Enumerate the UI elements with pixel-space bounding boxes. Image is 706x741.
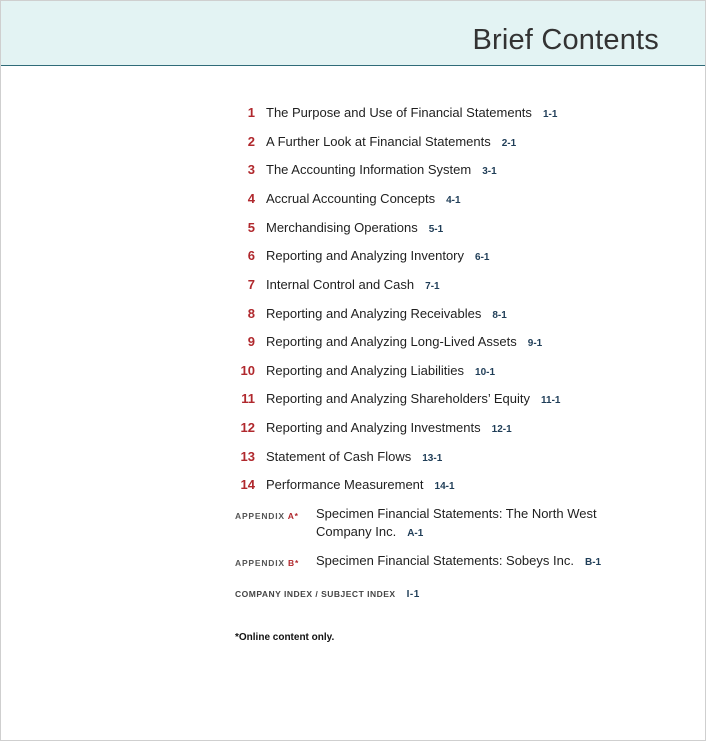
chapter-number: 8 bbox=[247, 306, 255, 321]
appendix-title bbox=[316, 552, 616, 572]
chapter-title: Reporting and Analyzing Investments bbox=[266, 420, 481, 435]
index-label: COMPANY INDEX / SUBJECT INDEX bbox=[235, 589, 396, 599]
chapter-page: 11-1 bbox=[541, 395, 561, 406]
toc-chapter-2[interactable] bbox=[231, 133, 516, 153]
appendix-label bbox=[235, 507, 299, 525]
chapter-number: 2 bbox=[247, 134, 255, 149]
chapter-page: 4-1 bbox=[446, 195, 461, 206]
appendix-title-line-2 bbox=[316, 523, 616, 543]
chapter-number: 14 bbox=[240, 477, 255, 492]
chapter-page: 5-1 bbox=[428, 224, 444, 235]
toc-chapter-10[interactable] bbox=[231, 362, 495, 382]
appendix-letter: A* bbox=[287, 511, 299, 521]
chapter-title: Statement of Cash Flows bbox=[266, 449, 412, 464]
chapter-title: Reporting and Analyzing Receivables bbox=[266, 306, 482, 321]
toc-chapter-5[interactable] bbox=[231, 219, 443, 239]
toc-chapter-7[interactable] bbox=[231, 276, 440, 296]
chapter-title: The Accounting Information System bbox=[266, 162, 472, 177]
appendix-title-line-2-text: Company Inc. bbox=[316, 524, 397, 539]
toc-chapter-12[interactable] bbox=[231, 419, 512, 439]
chapter-page: 3-1 bbox=[482, 166, 497, 177]
chapter-page: 14-1 bbox=[434, 481, 455, 492]
toc-chapter-4[interactable] bbox=[231, 190, 461, 210]
chapter-number: 5 bbox=[247, 220, 255, 235]
chapter-page: 2-1 bbox=[501, 138, 517, 149]
appendix-label bbox=[235, 554, 299, 572]
chapter-number: 1 bbox=[247, 105, 255, 120]
chapter-number: 4 bbox=[247, 191, 255, 206]
toc-chapter-14[interactable] bbox=[231, 476, 455, 496]
chapter-title: Merchandising Operations bbox=[266, 220, 418, 235]
appendix-word: APPENDIX bbox=[235, 558, 289, 568]
appendix-title-line-1: Specimen Financial Statements: Sobeys Inc. bbox=[316, 553, 574, 568]
appendix-title-line-1: Specimen Financial Statements: The North West bbox=[316, 506, 597, 521]
toc-chapter-6[interactable] bbox=[231, 247, 489, 267]
chapter-page: 1-1 bbox=[542, 109, 558, 120]
appendix-page: B-1 bbox=[584, 557, 602, 568]
chapter-number: 12 bbox=[240, 420, 255, 435]
chapter-page: 6-1 bbox=[475, 252, 490, 263]
toc-appendix-a[interactable] bbox=[235, 505, 635, 541]
chapter-title: Accrual Accounting Concepts bbox=[266, 191, 436, 206]
appendix-word: APPENDIX bbox=[235, 511, 288, 521]
index-page: I-1 bbox=[406, 589, 420, 600]
toc-chapter-13[interactable] bbox=[231, 448, 442, 468]
chapter-page: 12-1 bbox=[491, 424, 512, 435]
chapter-number: 6 bbox=[247, 248, 255, 263]
chapter-page: 9-1 bbox=[527, 338, 543, 349]
toc-chapter-1[interactable] bbox=[231, 104, 557, 124]
appendix-page: A-1 bbox=[407, 528, 424, 539]
chapter-title: Reporting and Analyzing Shareholders’ Equity bbox=[266, 391, 531, 406]
toc-chapter-3[interactable] bbox=[231, 161, 497, 181]
chapter-page: 8-1 bbox=[492, 310, 507, 321]
table-of-contents bbox=[1, 1, 705, 740]
chapter-number: 9 bbox=[247, 334, 255, 349]
footnote: *Online content only. bbox=[235, 632, 335, 643]
chapter-number: 7 bbox=[247, 277, 255, 292]
appendix-title bbox=[316, 505, 616, 543]
chapter-title: A Further Look at Financial Statements bbox=[266, 134, 491, 149]
appendix-letter: B* bbox=[288, 558, 300, 568]
chapter-number: 13 bbox=[240, 449, 255, 464]
chapter-title: Reporting and Analyzing Liabilities bbox=[266, 363, 465, 378]
chapter-page: 13-1 bbox=[422, 453, 443, 464]
toc-appendix-b[interactable] bbox=[235, 552, 635, 570]
chapter-page: 7-1 bbox=[425, 281, 440, 292]
chapter-title: Internal Control and Cash bbox=[266, 277, 415, 292]
page-title: Brief Contents bbox=[472, 24, 659, 56]
chapter-number: 11 bbox=[241, 391, 255, 406]
chapter-page: 10-1 bbox=[475, 367, 496, 378]
chapter-title: Performance Measurement bbox=[266, 477, 424, 492]
toc-chapter-9[interactable] bbox=[231, 333, 542, 353]
toc-chapter-8[interactable] bbox=[231, 305, 507, 325]
toc-index[interactable] bbox=[235, 589, 420, 600]
chapter-number: 10 bbox=[240, 363, 255, 378]
chapter-number: 3 bbox=[247, 162, 255, 177]
chapter-title: Reporting and Analyzing Inventory bbox=[266, 248, 465, 263]
toc-chapter-11[interactable] bbox=[231, 390, 561, 410]
chapter-title: The Purpose and Use of Financial Statements bbox=[266, 105, 532, 120]
chapter-title: Reporting and Analyzing Long-Lived Assets bbox=[266, 334, 517, 349]
